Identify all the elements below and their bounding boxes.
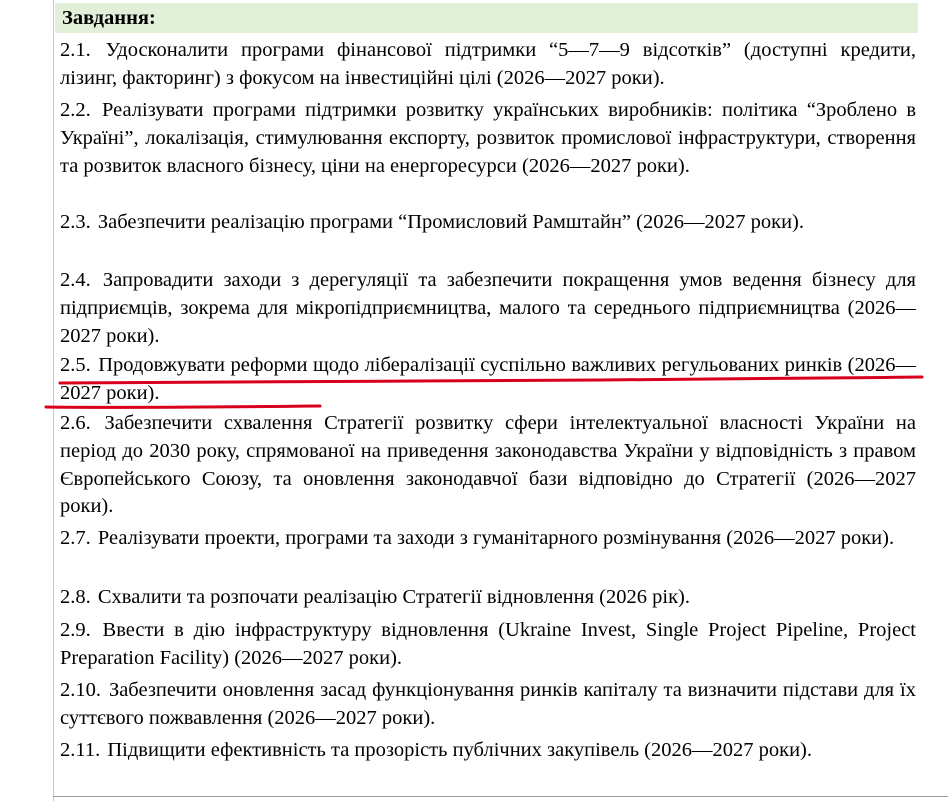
task-text: Удосконалити програми фінансової підтримки “5—7—9 відсотків” (доступні кредити, лізинг, факторинг) з фокусом на інвестиційні цілі (2026—2027 роки).	[60, 39, 916, 89]
task-number: 2.7.	[60, 527, 91, 549]
task-number: 2.8.	[60, 586, 91, 608]
task-number: 2.6.	[60, 412, 91, 434]
task-item-2-8	[60, 584, 916, 612]
task-text: Схвалити та розпочати реалізацію Стратегії відновлення (2026 рік).	[97, 586, 690, 608]
task-number: 2.11.	[60, 739, 101, 761]
task-text: Реалізувати проекти, програми та заходи з гуманітарного розмінування (2026—2027 роки).	[97, 527, 895, 549]
task-text: Забезпечити схвалення Стратегії розвитку сфери інтелектуальної власності України на період до 2030 року, спрямованої на приведення законодавства України у відповідність з правом Європейського Союзу, та оновлення законодавчої бази відповідно до Стратегії (2026—2027 роки).	[60, 412, 917, 518]
task-item-2-11	[60, 737, 916, 765]
task-number: 2.2.	[60, 99, 91, 121]
task-text: Запровадити заходи з дерегуляції та забезпечити покращення умов ведення бізнесу для підприємців, зокрема для мікропідприємництва, малого та середнього підприємництва (2026—2027 роки).	[60, 269, 916, 347]
task-number: 2.1.	[60, 39, 91, 61]
task-item-2-3	[60, 209, 916, 237]
task-item-2-1	[60, 37, 916, 93]
page-bottom-rule	[53, 796, 948, 797]
task-number: 2.4.	[60, 269, 91, 291]
page-left-rule	[53, 0, 54, 801]
task-item-2-5	[60, 352, 916, 408]
task-text: Реалізувати програми підтримки розвитку українських виробників: політика “Зроблено в Україні”, локалізація, стимулювання експорту, розвиток промислової інфраструктури, створення та розвиток власного бізнесу, ціни на енергоресурси (2026—2027 роки).	[60, 99, 917, 177]
task-number: 2.9.	[60, 619, 91, 641]
section-title: Завдання:	[62, 7, 156, 29]
task-item-2-7	[60, 525, 916, 553]
task-text: Ввести в дію інфраструктуру відновлення (Ukraine Invest, Single Project Pipeline, Project Preparation Facility) (2026—2027 роки).	[60, 619, 917, 669]
task-text: Забезпечити реалізацію програми “Промисловий Рамштайн” (2026—2027 роки).	[97, 211, 804, 233]
task-text: Забезпечити оновлення засад функціонування ринків капіталу та визначити підстави для їх суттєвого пожвавлення (2026—2027 роки).	[60, 679, 916, 729]
task-number: 2.3.	[60, 211, 91, 233]
task-item-2-6	[60, 410, 916, 521]
task-item-2-2	[60, 97, 916, 180]
task-number: 2.10.	[60, 679, 101, 701]
task-item-2-10	[60, 677, 916, 733]
task-item-2-9	[60, 617, 916, 673]
task-number: 2.5.	[60, 354, 91, 376]
task-item-2-4	[60, 267, 916, 350]
task-text: Продовжувати реформи щодо лібералізації суспільно важливих регульованих ринків (2026—2027 роки).	[60, 354, 916, 404]
section-header-band	[55, 3, 918, 33]
task-text: Підвищити ефективність та прозорість публічних закупівель (2026—2027 роки).	[107, 739, 813, 761]
